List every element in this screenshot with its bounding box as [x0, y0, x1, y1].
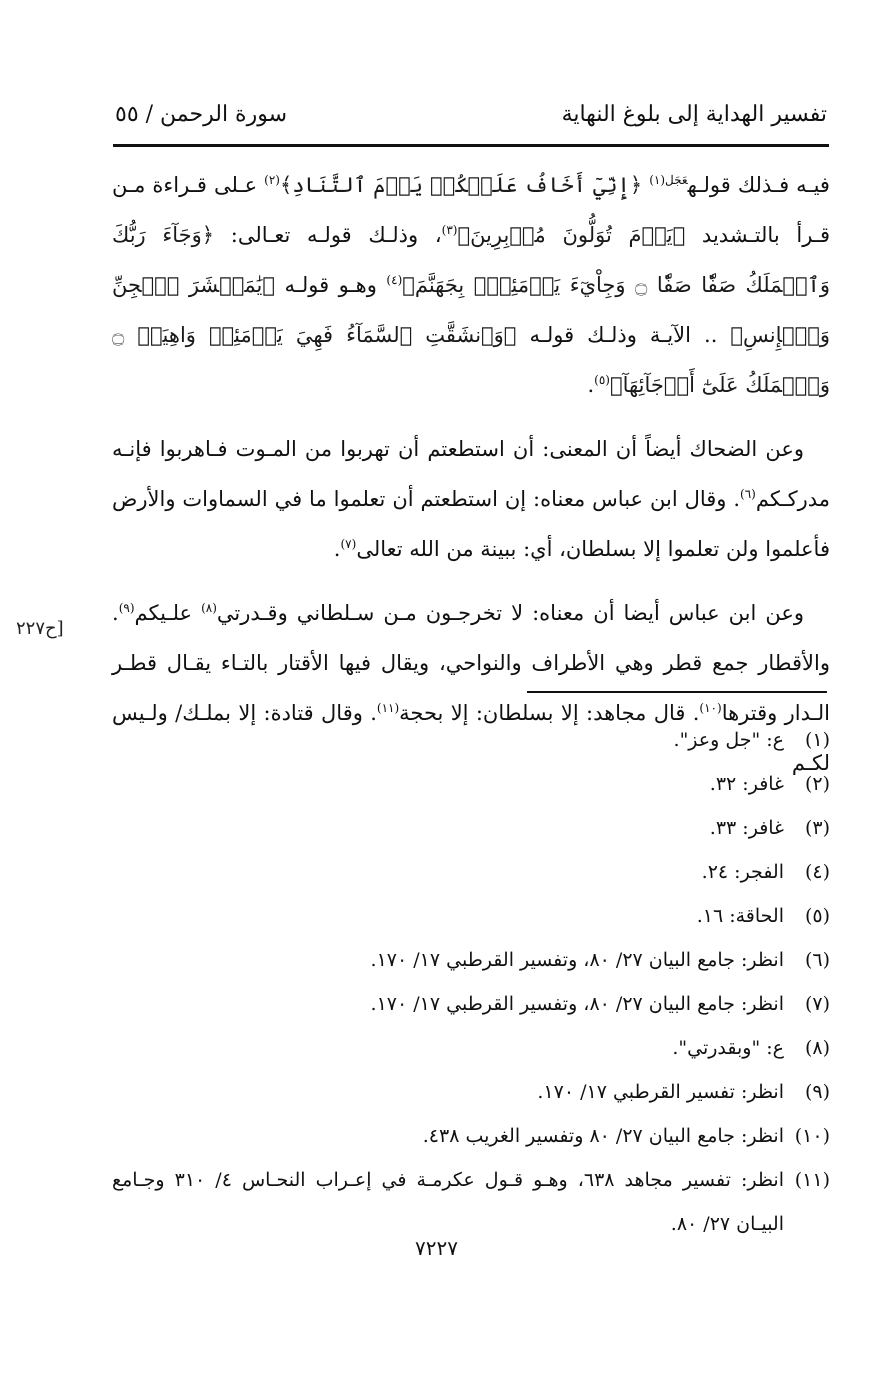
quran-verse: ﴿يَوۡمَ تُوَلُّونَ مُدۡبِرِينَ﴾: [457, 223, 686, 247]
footnote-text: ع: "جل وعز".: [673, 729, 784, 751]
footnote-number: (١٠): [794, 1125, 830, 1147]
footnote-marker: (٩): [118, 601, 135, 615]
footnote-number: (٥): [804, 905, 830, 927]
text-run: .: [333, 537, 341, 561]
paragraph-2: [112, 424, 830, 574]
footnote-number: (١): [804, 729, 830, 751]
footnote-number: (٩): [804, 1081, 830, 1103]
footnote-text: الحاقة: ١٦.: [696, 905, 784, 927]
footnote-text: ع: "وبقدرتي".: [672, 1037, 784, 1059]
footnote-marker: (١١): [376, 701, 400, 715]
footnote-item: [112, 982, 830, 1026]
manuscript-folio-ref: [ح٢٢٧: [16, 618, 64, 639]
footnote-divider: [527, 691, 827, 693]
footnote-number: (٢): [804, 773, 830, 795]
footnote-item: [112, 1114, 830, 1158]
footnote-text: انظر: تفسير مجاهد ٦٣٨، وهـو قـول عكرمـة في إعـراب النحـاس ٤/ ٣١٠ وجـامع البيـان ٢٧/ ٨٠.: [112, 1169, 784, 1235]
text-run: وعن الضحاك أيضاً أن المعنى: أن استطعتم أن تهربوا من المـوت فـاهربوا فإنـه مدركـكم: [112, 437, 830, 511]
book-title: تفسير الهداية إلى بلوغ النهاية: [561, 102, 827, 127]
footnote-marker: (٣): [441, 223, 458, 237]
footnote-marker: (٨): [201, 601, 217, 615]
text-run: عـلى قـراءة مـن قـرأ بالتـشديد: [112, 173, 830, 247]
footnote-text: غافر: ٣٣.: [709, 817, 784, 839]
quran-verse: ﴿وَٱنشَقَّتِ ٱلسَّمَآءُ فَهِيَ يَوۡمَئِذٖ وَاهِيَةٞ ۝ وَٱلۡمَلَكُ عَلَىٰٓ أَرۡجَآئِهَآ﴾: [112, 323, 830, 397]
quran-verse: ﴿يَٰمَعۡشَرَ ٱلۡجِنِّ وَٱلۡإِنسِ﴾: [112, 273, 830, 347]
footnote-item: [112, 806, 830, 850]
quran-verse: ﴿وَجَآءَ رَبُّكَ وَٱلۡمَلَكُ صَفّٗا صَفّٗا ۝ وَجِاْيٓءَ يَوۡمَئِذِۭ بِجَهَنَّمَ﴾: [112, 223, 830, 297]
footnote-text: انظر: جامع البيان ٢٧/ ٨٠، وتفسير القرطبي ١٧/ ١٧٠.: [370, 993, 784, 1015]
footnote-marker: (٥): [594, 373, 610, 387]
text-run: .: [587, 373, 595, 397]
honorific-glyph: عَجَل: [665, 173, 688, 187]
text-run: . والأقطار جمع قطر وهي الأطراف والنواحي، ويقال فيها الأقتار بالتـاء يقـال قطـر الـدار وقترها: [112, 601, 830, 725]
footnote-item: [112, 1026, 830, 1070]
footnote-number: (٤): [804, 861, 830, 883]
footnote-marker: (٢): [264, 173, 280, 187]
text-run: . قال مجاهد: إلا بسلطان: إلا بحجة: [399, 701, 700, 725]
footnote-item: [112, 850, 830, 894]
footnote-marker: (٦): [740, 487, 756, 501]
footnote-number: (٧): [804, 993, 830, 1015]
text-run: . وقال ابن عباس معناه: إن استطعتم أن تعلموا ما في السماوات والأرض فأعلموا ولن تعلموا إلا بسلطان، أي: ببينة من الله تعالى: [112, 487, 830, 561]
text-run: وهـو قولـه: [284, 273, 377, 297]
main-text: [112, 160, 830, 788]
surah-page-label: سورة الرحمن / ٥٥: [115, 102, 288, 127]
text-run: ، وذلـك قولـه تعـالى:: [230, 223, 442, 247]
page-number: ٧٢٢٧: [415, 1236, 458, 1260]
footnote-marker: (٧): [340, 537, 357, 551]
running-header: [115, 98, 827, 138]
footnote-number: (٣): [804, 817, 830, 839]
footnote-item: [112, 1070, 830, 1114]
footnote-text: الفجر: ٢٤.: [701, 861, 784, 883]
footnote-marker: (١٠): [699, 701, 722, 715]
text-run: .. الآيـة وذلـك قولـه: [529, 323, 718, 347]
quran-verse: ﴿إِنِّيٓ أَخَافُ عَلَيۡكُمۡ يَوۡمَ ٱلتَّنَادِ﴾: [279, 173, 643, 197]
footnote-item: [112, 894, 830, 938]
text-run: علـيكم: [134, 601, 193, 625]
footnote-number: (٦): [804, 949, 830, 971]
footnote-number: (١١): [794, 1169, 830, 1191]
footnote-item: [112, 718, 830, 762]
footnote-item: [112, 1158, 830, 1246]
text-run: وعن ابن عباس أيضا أن معناه: لا تخرجـون مـن سـلطاني وقـدرتي: [216, 601, 804, 625]
footnote-marker: (٤): [386, 273, 403, 287]
footnote-text: انظر: جامع البيان ٢٧/ ٨٠ وتفسير الغريب ٤٣٨.: [422, 1125, 784, 1147]
footnote-item: [112, 938, 830, 982]
text-run: فيـه فـذلك قولـه: [687, 173, 830, 197]
text-run: . وقال قتادة: إلا بملـك/ ولـيس لكـم: [112, 701, 830, 775]
paragraph-1: [112, 160, 830, 410]
footnote-marker: (١): [649, 173, 666, 187]
footnote-text: انظر: جامع البيان ٢٧/ ٨٠، وتفسير القرطبي ١٧/ ١٧٠.: [370, 949, 784, 971]
header-divider: [113, 144, 829, 147]
footnote-item: [112, 762, 830, 806]
footnote-text: انظر: تفسير القرطبي ١٧/ ١٧٠.: [537, 1081, 784, 1103]
footnotes-list: [112, 718, 830, 1246]
footnote-number: (٨): [804, 1037, 830, 1059]
footnote-text: غافر: ٣٢.: [709, 773, 784, 795]
